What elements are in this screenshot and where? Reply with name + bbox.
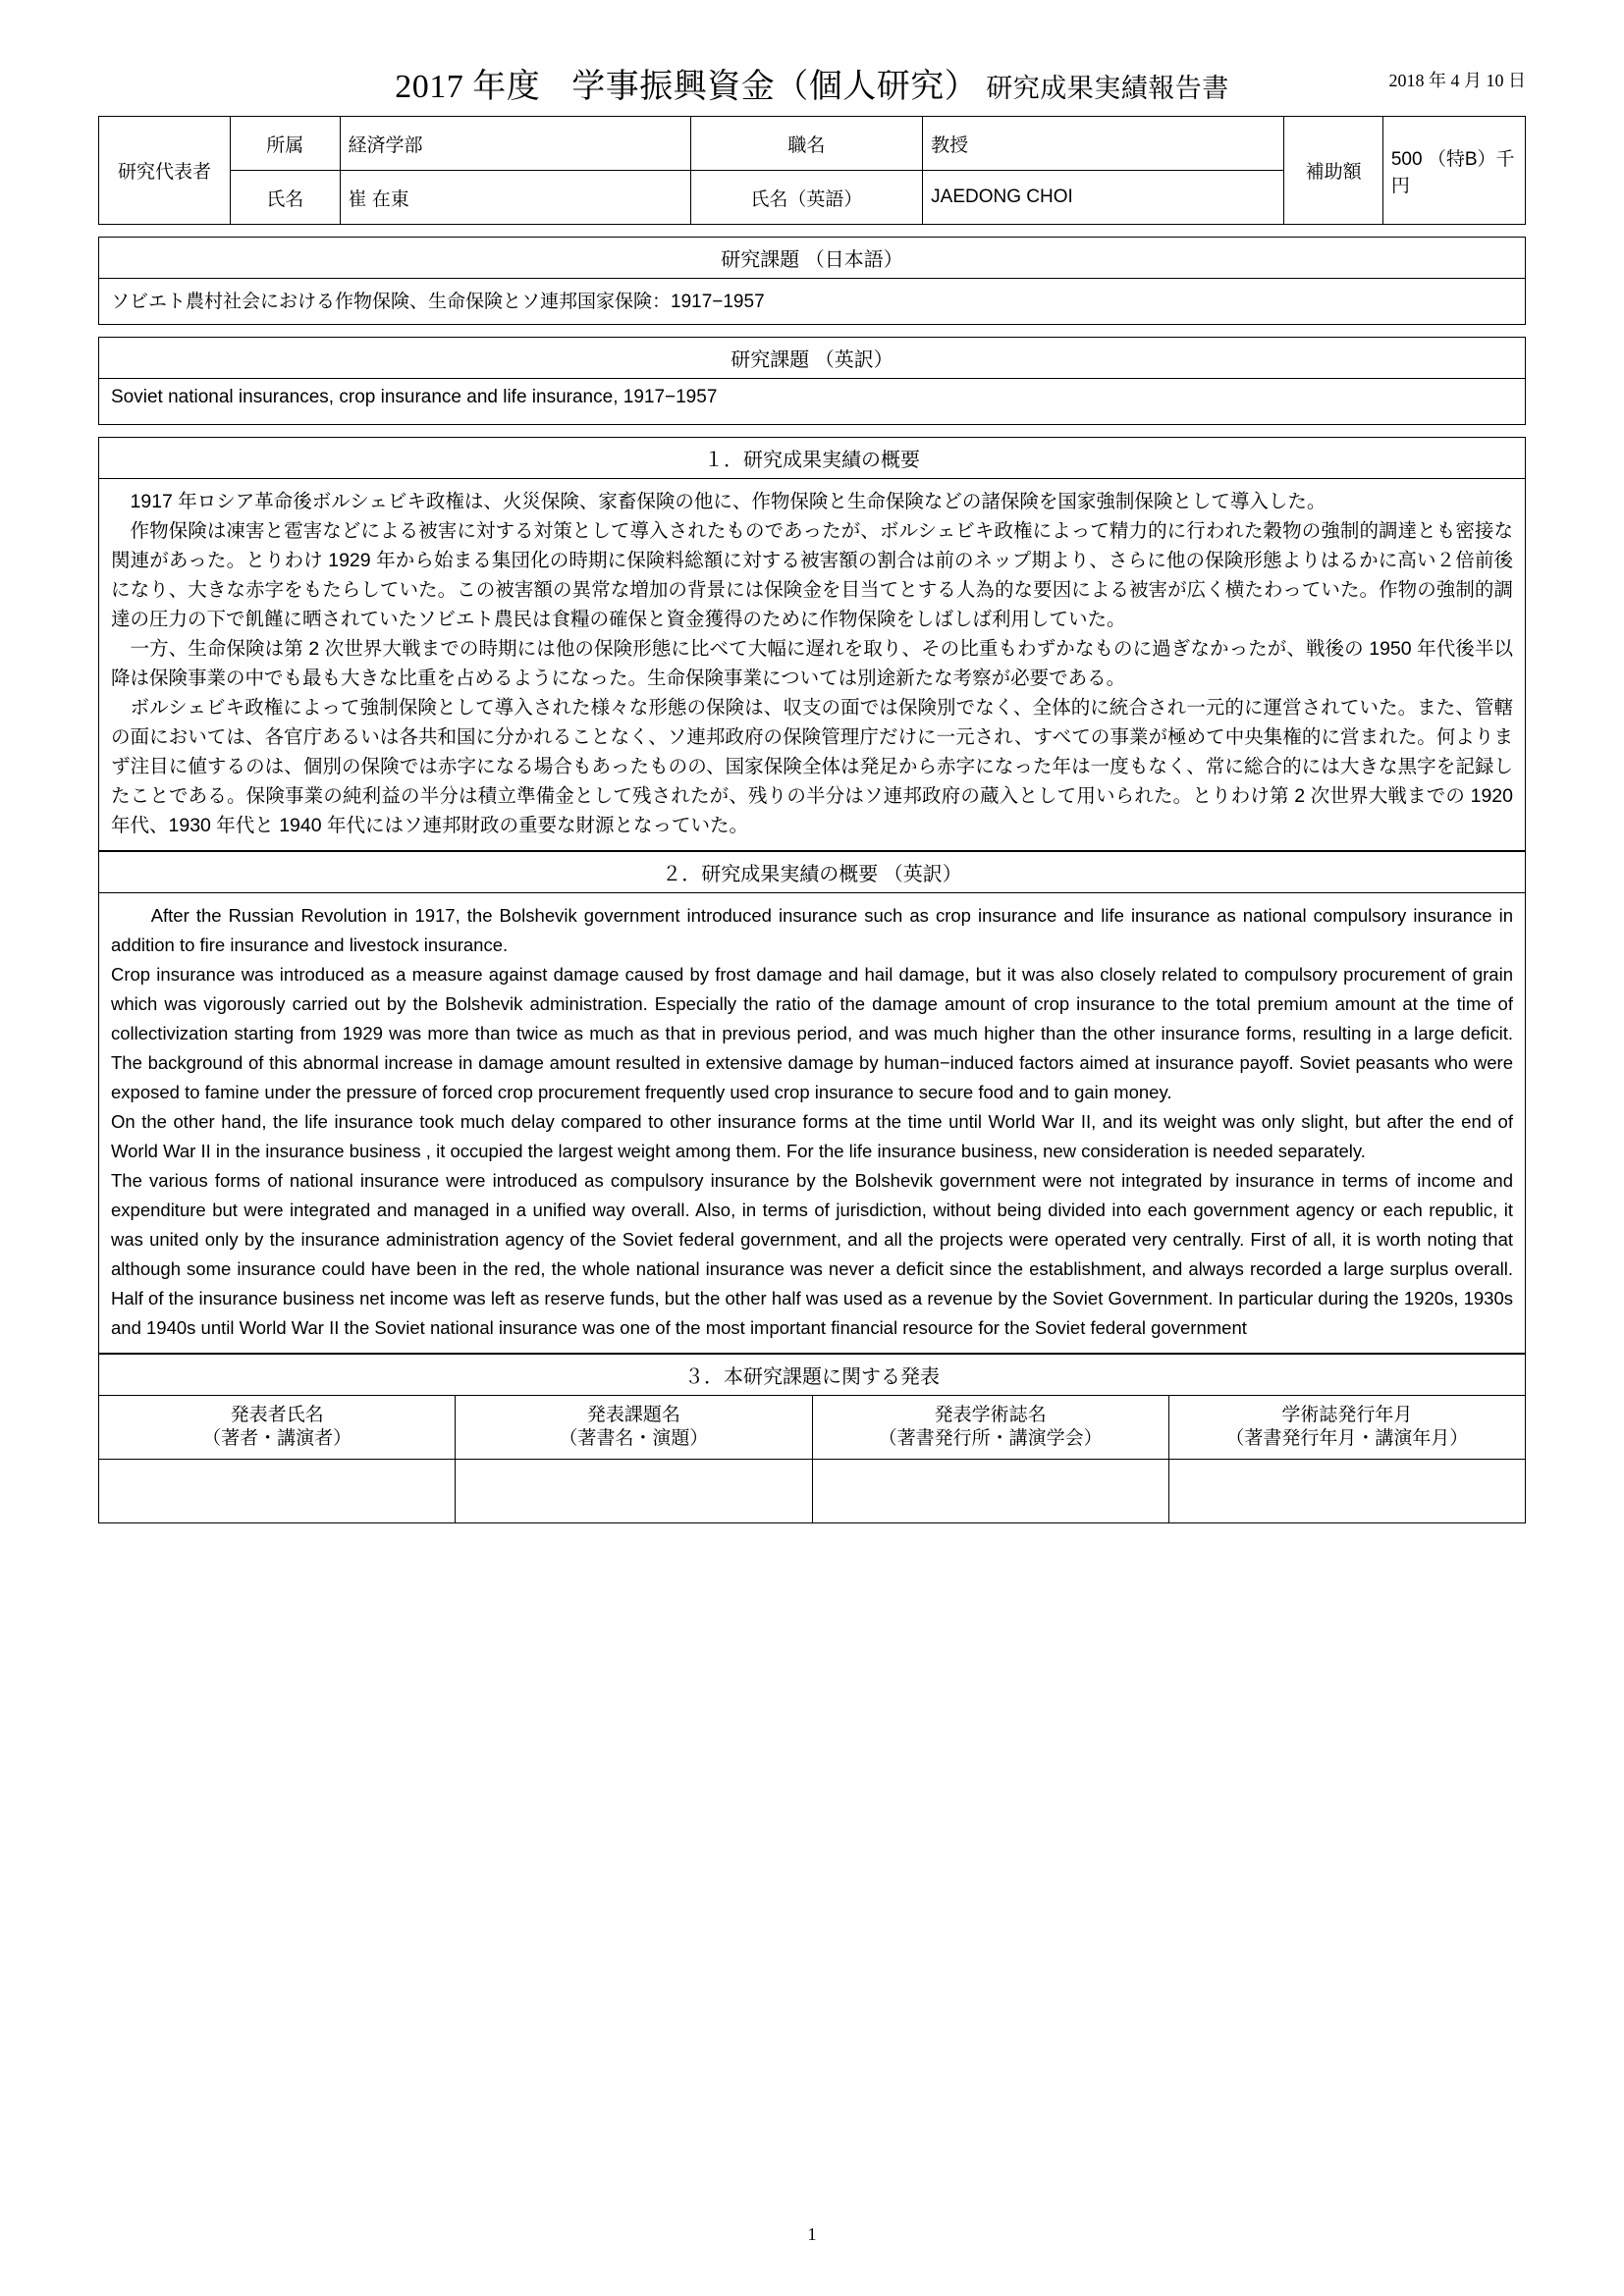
section1-band: １．研究成果実績の概要 (98, 437, 1526, 478)
cell-title (456, 1459, 812, 1522)
cell-journal (812, 1459, 1168, 1522)
representative-label: 研究代表者 (99, 117, 231, 225)
section2-paragraph: The various forms of national insurance were introduced as compulsory insurance by the Bolshevik government were not integrated by insurance in terms of income and expenditure but were integrated and managed in a unified way overall. Also, in terms of jurisdiction, without being divided into each government agency or each republic, it was united only by the insurance administration agency of the Soviet federal government, and all the projects were operated very centrally. First of all, it is worth noting that although some insurance could have been in the red, the whole national insurance was never a deficit since the establishment, and always recorded a large surplus overall. Half of the insurance business net income was left as reserve funds, but the other half was used as a revenue by the Soviet Government. In particular during the 1920s, 1930s and 1940s until World War II the Soviet national insurance was one of the most important financial resource for the Soviet federal government (111, 1169, 1513, 1338)
table-header-row (99, 1395, 1526, 1459)
section2-body (98, 892, 1526, 1354)
section2-paragraph: Crop insurance was introduced as a measure against damage caused by frost damage and hail damage, but it was also closely related to compulsory procurement of grain which was vigorously carried out by the Bolshevik administration. Especially the ratio of the damage amount of crop insurance to the total premium amount at the time of collectivization starting from 1929 was more than twice as much as that in previous period, and was much higher than the other insurance forms, resulting in a large deficit. The background of this abnormal increase in damage amount resulted in extensive damage by human−induced factors aimed at insurance payoff. Soviet peasants who were exposed to famine under the pressure of forced crop procurement frequently used crop insurance to secure food and to gain money. (111, 964, 1513, 1102)
spacer (98, 425, 1526, 437)
position-value: 教授 (923, 117, 1284, 171)
cell-author (99, 1459, 456, 1522)
grant-value: 500 （特B）千円 (1382, 117, 1525, 225)
affiliation-value: 経済学部 (340, 117, 690, 171)
publications-table (98, 1395, 1526, 1523)
theme-en-band: 研究課題 （英訳） (98, 337, 1526, 378)
title-sub: 研究成果実績報告書 (986, 74, 1229, 103)
column-header-journal (812, 1395, 1168, 1459)
affiliation-label: 所属 (230, 117, 340, 171)
section1-body (98, 478, 1526, 851)
cell-date (1168, 1459, 1525, 1522)
column-header-line2: （著者・講演者） (202, 1427, 352, 1449)
column-header-title (456, 1395, 812, 1459)
column-header-line1: 発表学術誌名 (934, 1404, 1047, 1425)
researcher-info-table (98, 116, 1526, 225)
theme-jp-value: ソビエト農村社会における作物保険、生命保険とソ連邦国家保険：1917−1957 (98, 278, 1526, 325)
document-header (98, 55, 1526, 116)
spacer (98, 225, 1526, 237)
theme-jp-band: 研究課題 （日本語） (98, 237, 1526, 278)
document-date: 2018 年 4 月 10 日 (1388, 71, 1526, 90)
section1-paragraph: 一方、生命保険は第 2 次世界大戦までの時期には他の保険形態に比べて大幅に遅れを取り、その比重もわずかなものに過ぎなかったが、戦後の 1950 年代後半以降は保険事業の中でも最も大きな比重を占めるようになった。生命保険事業については別途新たな考察が必要である。 (111, 638, 1513, 690)
title-year: 2017 年度 (395, 69, 541, 105)
section2-band: ２．研究成果実績の概要 （英訳） (98, 851, 1526, 892)
table-row (99, 1459, 1526, 1522)
section1-paragraph: 作物保険は凍害と雹害などによる被害に対する対策として導入されたものであったが、ボルシェビキ政権によって精力的に行われた穀物の強制的調達とも密接な関連があった。とりわけ 1929 年から始まる集団化の時期に保険料総額に対する被害額の割合は前のネップ期より、さらに他の保険形態よりはるかに高い２倍前後になり、大きな赤字をもたらしていた。この被害額の異常な増加の背景には保険金を目当てとする人為的な要因による被害が広く横たわっていた。作物の強制的調達の圧力の下で飢饉に晒されていたソビエト農民は食糧の確保と資金獲得のために作物保険をしばしば利用していた。 (111, 520, 1513, 631)
name-en-label: 氏名（英語） (690, 171, 923, 225)
spacer (98, 325, 1526, 337)
title-main: 学事振興資金（個人研究） (571, 69, 979, 105)
position-label: 職名 (690, 117, 923, 171)
section3-band: ３．本研究課題に関する発表 (98, 1354, 1526, 1395)
page-title (98, 55, 1526, 107)
section1-paragraph: ボルシェビキ政権によって強制保険として導入された様々な形態の保険は、収支の面では保険別でなく、全体的に統合され一元的に運営されていた。また、管轄の面においては、各官庁あるいは各共和国に分かれることなく、ソ連邦政府の保険管理庁だけに一元され、すべての事業が極めて中央集権的に営まれた。何よりまず注目に値するのは、個別の保険では赤字になる場合もあったものの、国家保険全体は発足から赤字になった年は一度もなく、常に総合的には大きな黒字を記録したことである。保険事業の純利益の半分は積立準備金として残されたが、残りの半分はソ連邦政府の蔵入として用いられた。とりわけ第 2 次世界大戦までの 1920 年代、1930 年代と 1940 年代にはソ連邦財政の重要な財源となっていた。 (111, 697, 1513, 837)
column-header-line1: 学術誌発行年月 (1281, 1404, 1413, 1425)
name-en-value: JAEDONG CHOI (923, 171, 1284, 225)
section2-paragraph: After the Russian Revolution in 1917, the Bolshevik government introduced insurance such as crop insurance and life insurance as national compulsory insurance in addition to fire insurance and livestock insurance. (111, 905, 1513, 956)
section2-paragraph: On the other hand, the life insurance took much delay compared to other insurance forms at the time until World War II, and its weight was only slight, but after the end of World War II in the insurance business , it occupied the largest weight among them. For the life insurance business, new consideration is needed separately. (111, 1110, 1513, 1161)
column-header-line2: （著書発行所・講演学会） (878, 1427, 1103, 1449)
section1-paragraph: 1917 年ロシア革命後ボルシェビキ政権は、火災保険、家畜保険の他に、作物保険と生命保険などの諸保険を国家強制保険として導入した。 (130, 491, 1326, 512)
column-header-line1: 発表課題名 (586, 1404, 680, 1425)
grant-label: 補助額 (1284, 117, 1382, 225)
page-number: 1 (807, 2224, 817, 2244)
column-header-author (99, 1395, 456, 1459)
column-header-date (1168, 1395, 1525, 1459)
name-label: 氏名 (230, 171, 340, 225)
column-header-line1: 発表者氏名 (230, 1404, 324, 1425)
column-header-line2: （著書発行年月・講演年月） (1225, 1427, 1469, 1449)
theme-en-value: Soviet national insurances, crop insurance and life insurance, 1917−1957 (98, 378, 1526, 425)
column-header-line2: （著書名・演題） (559, 1427, 709, 1449)
name-value: 崔 在東 (340, 171, 690, 225)
